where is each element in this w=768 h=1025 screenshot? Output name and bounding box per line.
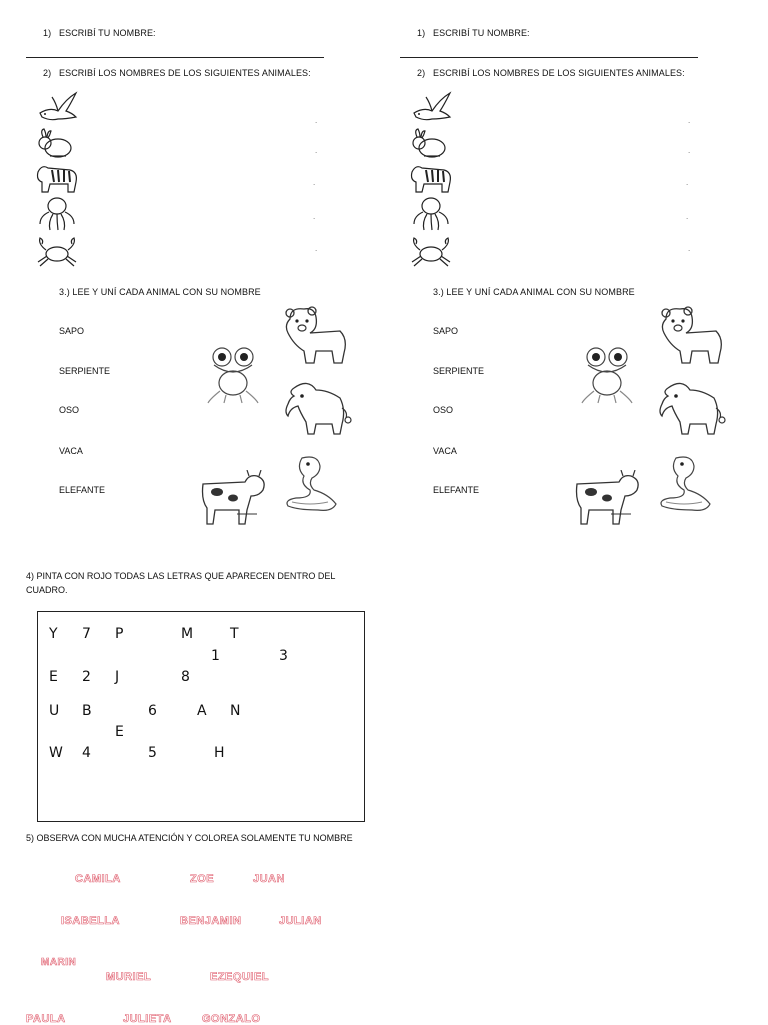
box-char[interactable]: U — [49, 703, 60, 719]
tiger-icon — [406, 160, 454, 196]
box-char[interactable]: 4 — [82, 745, 91, 761]
answer-dot: . — [688, 146, 691, 155]
name-write-line[interactable] — [26, 57, 324, 58]
match-name-oso[interactable]: OSO — [433, 405, 454, 415]
match-name-sapo[interactable]: SAPO — [433, 326, 459, 336]
bear-icon[interactable] — [652, 305, 724, 367]
q2-number: 2) — [43, 68, 52, 78]
outlined-name[interactable]: JUAN — [253, 873, 285, 885]
crab-icon — [408, 234, 454, 270]
box-char[interactable]: P — [115, 626, 124, 642]
q1-number: 1) — [417, 28, 426, 38]
name-write-line[interactable] — [400, 57, 698, 58]
answer-dot: . — [315, 116, 318, 125]
cow-icon[interactable] — [197, 470, 269, 528]
match-name-serpiente[interactable]: SERPIENTE — [59, 366, 111, 376]
match-name-elefante[interactable]: ELEFANTE — [59, 485, 106, 495]
box-char[interactable]: A — [197, 703, 207, 719]
box-char[interactable]: E — [49, 669, 58, 685]
answer-dot: . — [688, 116, 691, 125]
cow-icon[interactable] — [571, 470, 643, 528]
q4-text-line2: CUADRO. — [26, 585, 68, 595]
octopus-icon — [410, 196, 452, 232]
box-char[interactable]: E — [115, 724, 124, 740]
q3-title: 3.) LEE Y UNÍ CADA ANIMAL CON SU NOMBRE — [433, 287, 635, 297]
answer-dot: . — [313, 212, 316, 221]
dove-icon — [410, 89, 454, 127]
outlined-name[interactable]: MURIEL — [106, 971, 152, 983]
match-name-elefante[interactable]: ELEFANTE — [433, 485, 480, 495]
q1-text: ESCRIBÍ TU NOMBRE: — [433, 28, 530, 38]
box-char[interactable]: 2 — [82, 669, 91, 685]
match-name-sapo[interactable]: SAPO — [59, 326, 85, 336]
box-char[interactable]: W — [49, 745, 63, 761]
answer-dot: . — [688, 244, 691, 253]
rabbit-icon — [36, 128, 76, 160]
tiger-icon — [32, 160, 80, 196]
frog-icon[interactable] — [206, 345, 260, 405]
match-name-vaca[interactable]: VACA — [59, 446, 83, 456]
box-char[interactable]: Y — [49, 626, 58, 642]
match-name-vaca[interactable]: VACA — [433, 446, 457, 456]
octopus-icon — [36, 196, 78, 232]
box-char[interactable]: J — [115, 669, 120, 685]
box-char[interactable]: 3 — [279, 648, 288, 664]
outlined-name[interactable]: CAMILA — [75, 873, 121, 885]
q5-text: 5) OBSERVA CON MUCHA ATENCIÓN Y COLOREA SOLAMENTE TU NOMBRE — [26, 833, 353, 843]
bear-icon[interactable] — [276, 305, 348, 367]
box-char[interactable]: H — [214, 745, 225, 761]
match-name-serpiente[interactable]: SERPIENTE — [433, 366, 485, 376]
outlined-name[interactable]: MARIN — [41, 957, 77, 968]
dove-icon — [36, 89, 80, 127]
frog-icon[interactable] — [580, 345, 634, 405]
box-char[interactable]: 7 — [82, 626, 91, 642]
elephant-icon[interactable] — [280, 378, 352, 438]
box-char[interactable]: 1 — [211, 648, 220, 664]
q2-number: 2) — [417, 68, 426, 78]
outlined-name[interactable]: ZOE — [190, 873, 215, 885]
rabbit-icon — [410, 128, 450, 160]
box-char[interactable]: 6 — [148, 703, 157, 719]
outlined-name[interactable]: PAULA — [26, 1013, 66, 1025]
box-char[interactable]: M — [181, 626, 194, 642]
box-char[interactable]: 8 — [181, 669, 190, 685]
q1-text: ESCRIBÍ TU NOMBRE: — [59, 28, 156, 38]
answer-dot: . — [315, 146, 318, 155]
box-char[interactable]: N — [230, 703, 241, 719]
box-char[interactable]: T — [230, 626, 239, 642]
q1-number: 1) — [43, 28, 52, 38]
q3-title: 3.) LEE Y UNÍ CADA ANIMAL CON SU NOMBRE — [59, 287, 261, 297]
answer-dot: . — [686, 178, 689, 187]
outlined-name[interactable]: EZEQUIEL — [210, 971, 270, 983]
match-name-oso[interactable]: OSO — [59, 405, 80, 415]
q4-text-line1: 4) PINTA CON ROJO TODAS LAS LETRAS QUE APARECEN DENTRO DEL — [26, 571, 336, 581]
q2-text: ESCRIBÍ LOS NOMBRES DE LOS SIGUIENTES ANIMALES: — [433, 68, 685, 78]
outlined-name[interactable]: BENJAMIN — [180, 915, 242, 927]
answer-dot: . — [686, 212, 689, 221]
snake-icon[interactable] — [658, 454, 714, 514]
outlined-name[interactable]: ISABELLA — [61, 915, 120, 927]
outlined-name[interactable]: GONZALO — [202, 1013, 261, 1025]
q2-text: ESCRIBÍ LOS NOMBRES DE LOS SIGUIENTES ANIMALES: — [59, 68, 311, 78]
outlined-name[interactable]: JULIAN — [279, 915, 322, 927]
answer-dot: . — [313, 178, 316, 187]
snake-icon[interactable] — [284, 454, 340, 514]
box-char[interactable]: B — [82, 703, 92, 719]
box-char[interactable]: 5 — [148, 745, 157, 761]
crab-icon — [34, 234, 80, 270]
outlined-name[interactable]: JULIETA — [123, 1013, 172, 1025]
elephant-icon[interactable] — [654, 378, 726, 438]
answer-dot: . — [315, 244, 318, 253]
